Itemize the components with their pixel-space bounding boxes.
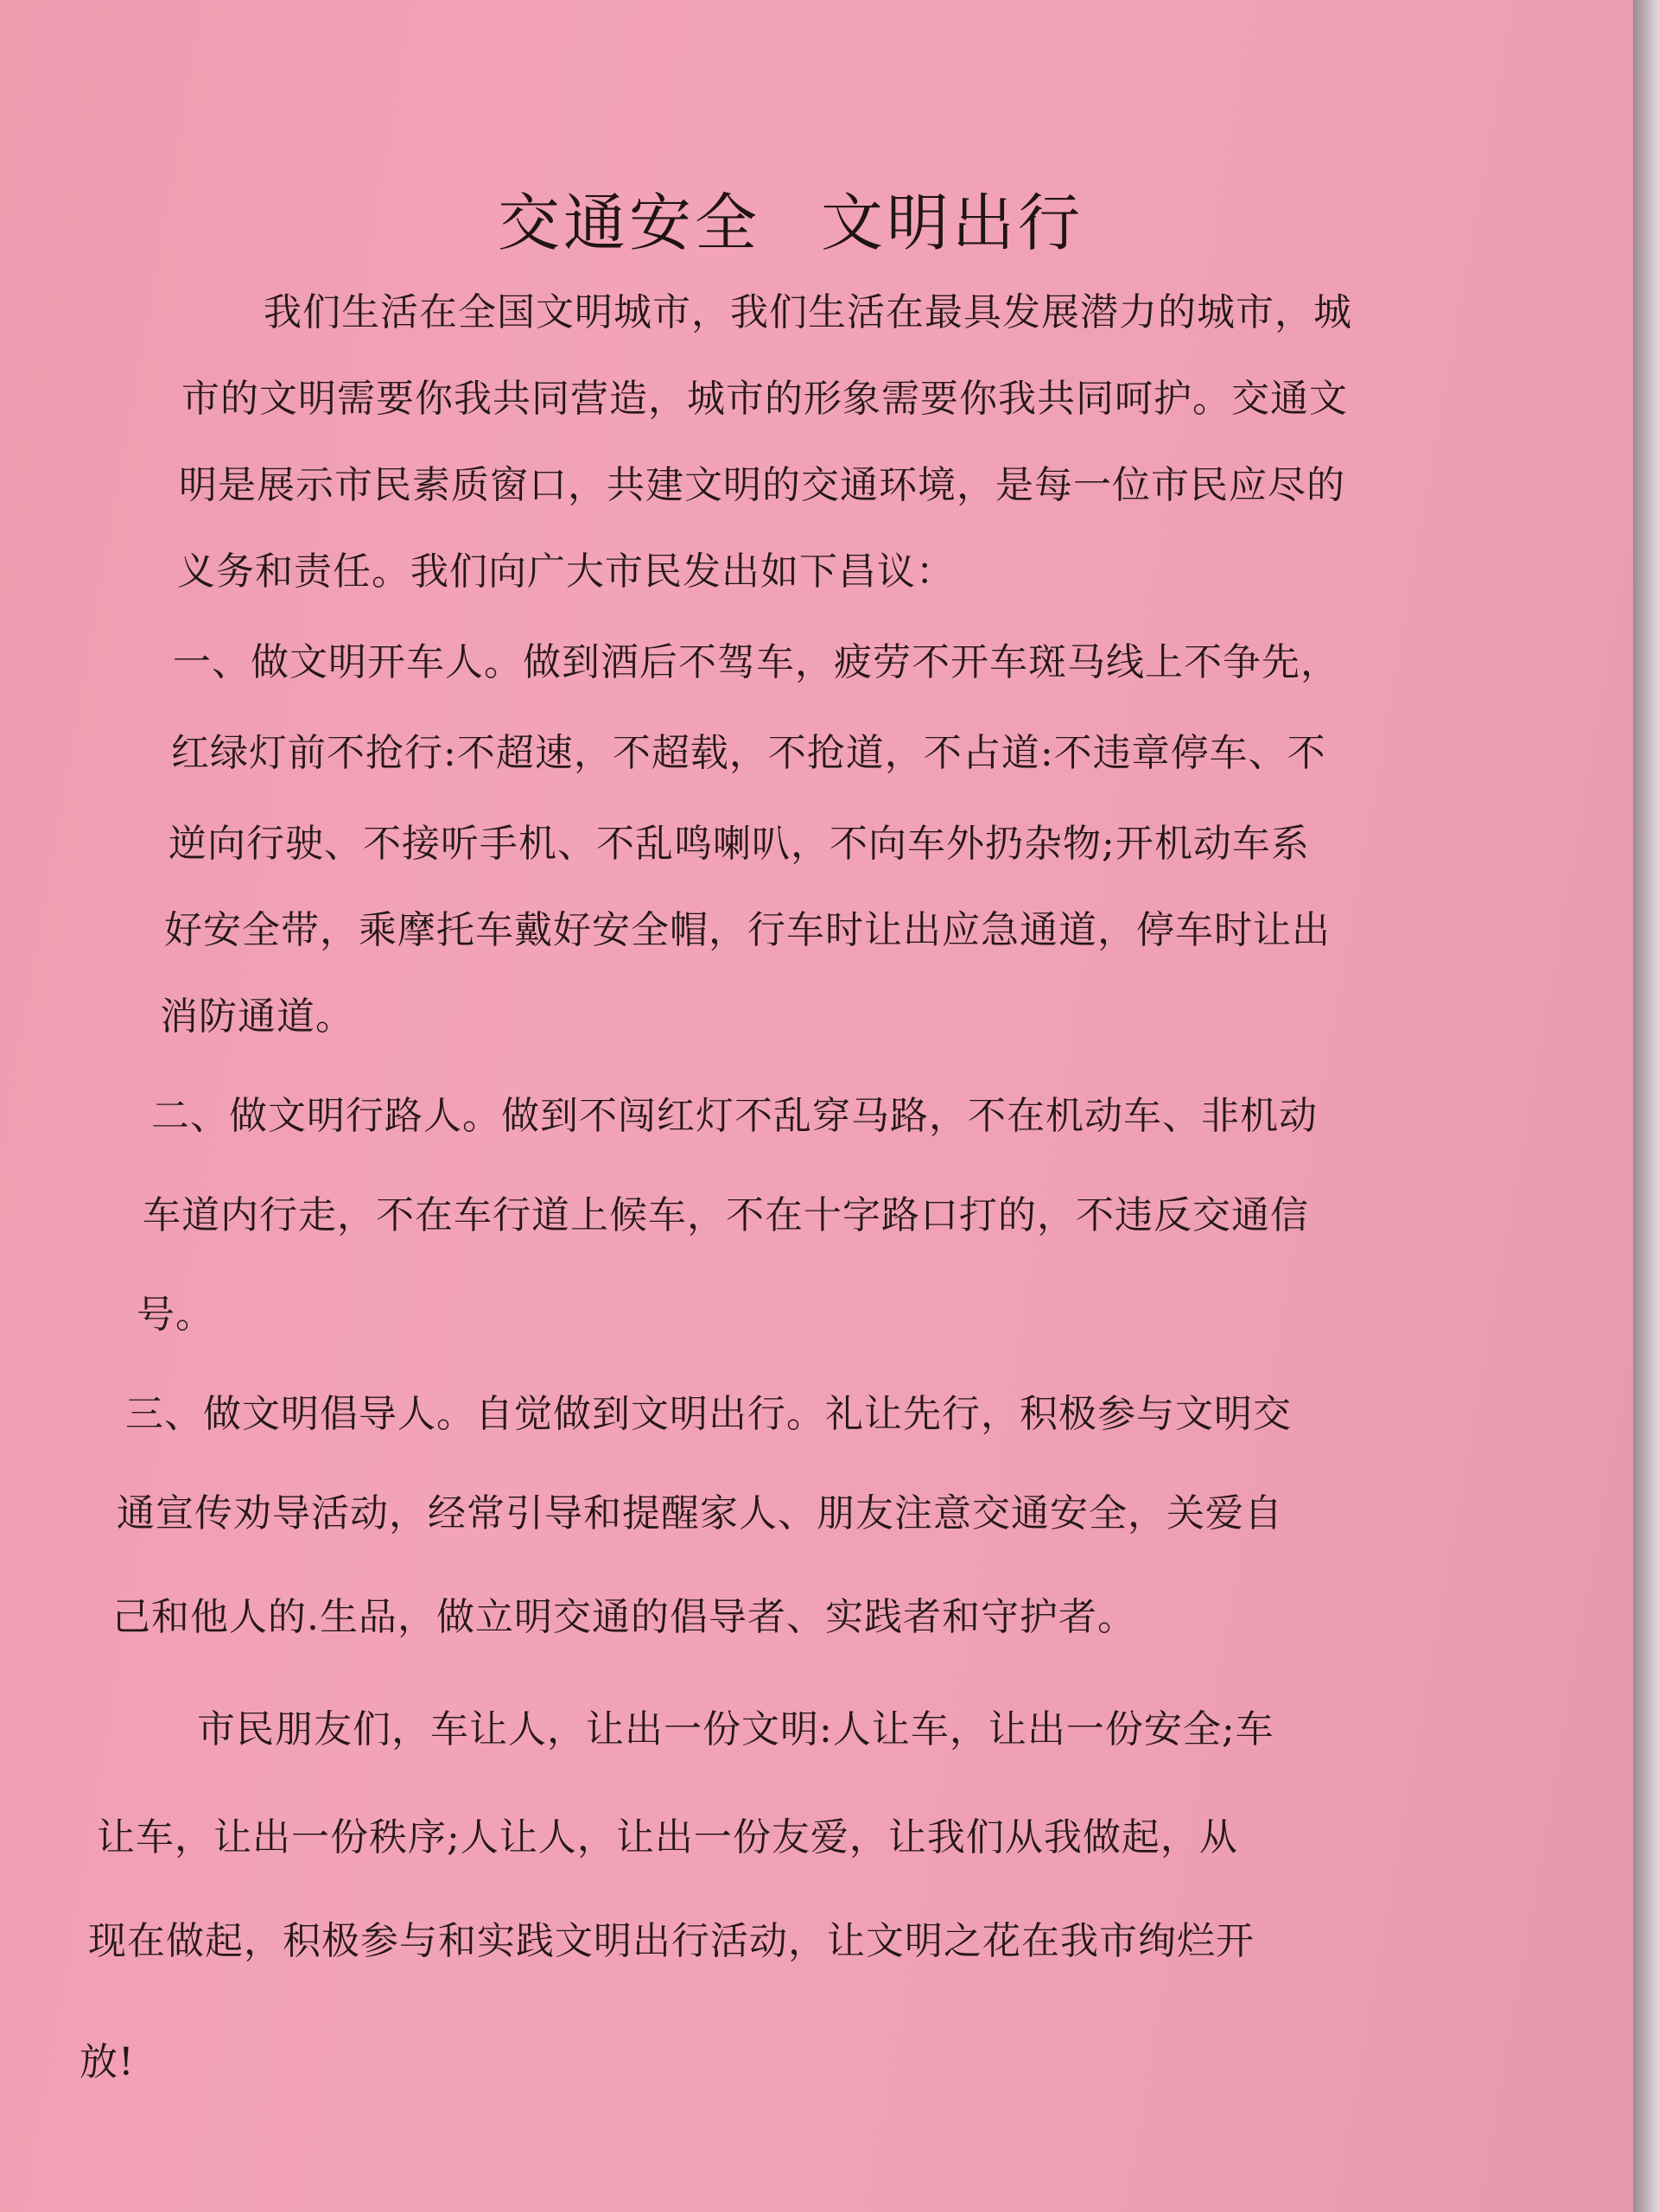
paragraph-line: 消防通道。 xyxy=(160,995,354,1039)
paragraph-line: 三、做文明倡导人。自觉做到文明出行。礼让先行，积极参与文明交 xyxy=(125,1392,1292,1436)
paragraph-line: 二、做文明行路人。做到不闯红灯不乱穿马路，不在机动车、非机动 xyxy=(151,1094,1318,1138)
paragraph-line: 放! xyxy=(79,2040,135,2084)
paragraph-line: 现在做起，积极参与和实践文明出行活动，让文明之花在我市绚烂开 xyxy=(88,1919,1255,1963)
paragraph-line: 好安全带，乘摩托车戴好安全帽，行车时让出应急通道，停车时让出 xyxy=(164,908,1331,952)
paragraph-line: 让车，让出一份秩序;人让人，让出一份友爱，让我们从我做起，从 xyxy=(97,1815,1238,1859)
paragraph-line: 逆向行驶、不接听手机、不乱鸣喇叭，不向车外扔杂物;开机动车系 xyxy=(168,822,1310,866)
paragraph-line: 我们生活在全国文明城市，我们生活在最具发展潜力的城市，城 xyxy=(264,290,1352,334)
paragraph-line: 红绿灯前不抢行:不超速，不超载，不抢道，不占道:不违章停车、不 xyxy=(171,731,1326,775)
paragraph-line: 通宣传劝导活动，经常引导和提醒家人、朋友注意交通安全，关爱自 xyxy=(117,1491,1283,1535)
paragraph-line: 义务和责任。我们向广大市民发出如下昌议： xyxy=(177,550,955,594)
paragraph-line: 市的文明需要你我共同营造，城市的形象需要你我共同呵护。交通文 xyxy=(181,377,1348,421)
paragraph-line: 一、做文明开车人。做到酒后不驾车，疲劳不开车斑马线上不争先， xyxy=(173,640,1339,684)
paragraph-line: 号。 xyxy=(137,1293,214,1337)
paragraph-line: 市民朋友们，车让人，让出一份文明:人让车，让出一份安全;车 xyxy=(197,1707,1274,1751)
paragraph-line: 车道内行走，不在车行道上候车，不在十字路口打的，不违反交通信 xyxy=(143,1193,1309,1237)
background-edge xyxy=(1633,0,1659,2212)
document-title xyxy=(0,173,1581,263)
paragraph-line: 明是展示市民素质窗口，共建文明的交通环境，是每一位市民应尽的 xyxy=(179,463,1345,507)
title-part-2: 文明出行 xyxy=(821,187,1084,259)
paragraph-line: 己和他人的.生品，做立明交通的倡导者、实践者和守护者。 xyxy=(112,1595,1136,1639)
title-part-1: 交通安全 xyxy=(497,187,760,259)
